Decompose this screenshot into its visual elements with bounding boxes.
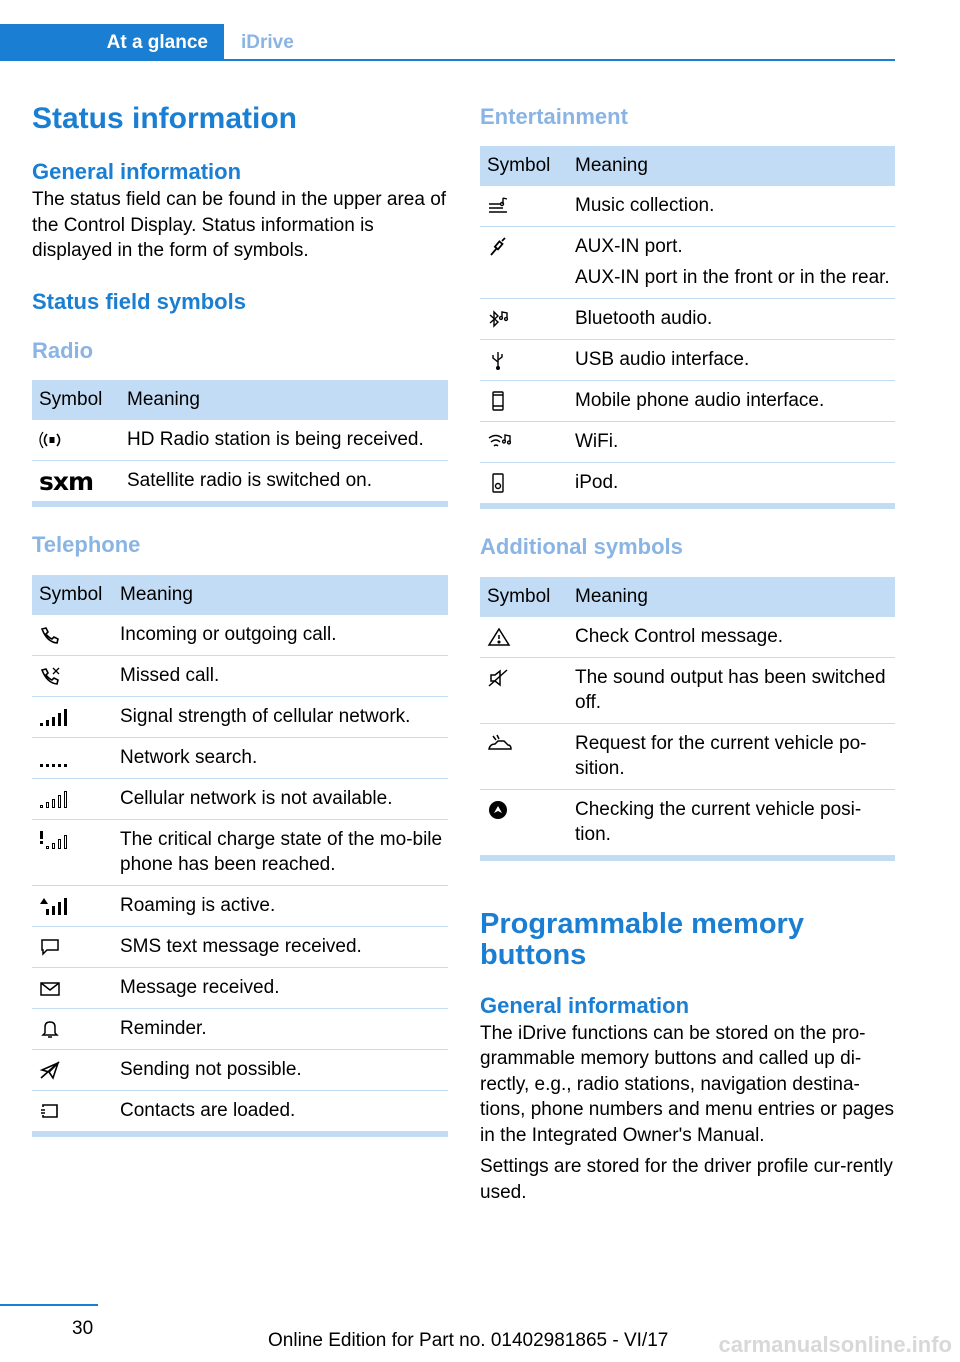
table-row <box>480 617 895 658</box>
symbol-cell <box>32 778 113 819</box>
table-row <box>32 819 448 885</box>
table-row <box>32 1090 448 1131</box>
table-end-rule <box>32 1132 448 1137</box>
radio-table <box>32 380 448 502</box>
column-header-meaning: Meaning <box>113 575 448 615</box>
table-row <box>32 696 448 737</box>
roaming-icon <box>39 896 69 916</box>
low-battery-icon <box>39 830 69 850</box>
symbol-cell <box>480 340 568 381</box>
meaning-cell: Check Control message. <box>568 617 895 658</box>
warning-icon <box>487 627 511 647</box>
no-network-icon <box>39 789 69 809</box>
table-row <box>32 615 448 656</box>
symbol-cell <box>32 1008 113 1049</box>
general-info-heading: General information <box>32 159 242 184</box>
table-header-row <box>480 577 895 617</box>
table-row <box>32 737 448 778</box>
sound-off-icon <box>487 668 511 688</box>
meaning-cell: Bluetooth audio. <box>568 299 895 340</box>
symbol-cell <box>480 463 568 504</box>
radio-heading: Radio <box>32 338 94 364</box>
meaning-cell: iPod. <box>568 463 895 504</box>
table-row <box>480 657 895 723</box>
vehicle-position-request-icon <box>487 734 513 754</box>
symbol-cell <box>32 461 120 502</box>
table-row <box>480 381 895 422</box>
symbol-cell <box>32 1049 113 1090</box>
additional-symbols-heading: Additional symbols <box>480 534 683 560</box>
wifi-icon <box>487 432 513 452</box>
ipod-icon <box>487 473 509 493</box>
meaning-cell: Network search. <box>113 737 448 778</box>
hd-radio-icon <box>39 430 65 450</box>
svg-text:sxm: sxm <box>39 471 94 494</box>
contacts-loaded-icon <box>39 1101 61 1121</box>
meaning-cell: Signal strength of cellular network. <box>113 696 448 737</box>
column-header-symbol: Symbol <box>480 146 568 186</box>
table-row <box>480 299 895 340</box>
sxm-logo <box>39 471 111 493</box>
meaning-cell: Mobile phone audio interface. <box>568 381 895 422</box>
symbol-cell <box>480 617 568 658</box>
table-row <box>480 422 895 463</box>
symbol-cell <box>32 655 113 696</box>
meaning-cell: Reminder. <box>113 1008 448 1049</box>
meaning-cell: The sound output has been switched off. <box>568 657 895 723</box>
symbol-cell <box>480 657 568 723</box>
telephone-table <box>32 575 448 1132</box>
page-number: 30 <box>72 1318 94 1339</box>
symbol-cell <box>32 926 113 967</box>
table-row <box>32 885 448 926</box>
column-header-meaning: Meaning <box>568 577 895 617</box>
meaning-cell: USB audio interface. <box>568 340 895 381</box>
meaning-cell: Checking the current vehicle posi-tion. <box>568 789 895 855</box>
footer-rule <box>0 1304 98 1306</box>
symbol-cell <box>480 789 568 855</box>
aux-meaning: AUX-IN port. <box>575 236 683 258</box>
column-header-symbol: Symbol <box>480 577 568 617</box>
memory-text-1: The iDrive functions can be stored on the pro-grammable memory buttons and called up di-rectly, e.g., radio stations, navigation destina-tions, phone numbers and menu entries or pages in the Integrated Owner's Manual. <box>480 1022 895 1146</box>
meaning-cell: SMS text message received. <box>113 926 448 967</box>
bell-icon <box>39 1019 61 1039</box>
aux-meaning-detail: AUX-IN port in the front or in the rear. <box>575 267 890 289</box>
left-column <box>32 104 448 1137</box>
column-header-symbol: Symbol <box>32 380 120 420</box>
meaning-cell: Roaming is active. <box>113 885 448 926</box>
table-row <box>32 1049 448 1090</box>
entertainment-heading: Entertainment <box>480 104 628 129</box>
tab-at-a-glance-label: At a glance <box>106 32 208 53</box>
sms-icon <box>39 937 61 957</box>
table-row <box>32 1008 448 1049</box>
table-end-rule <box>32 502 448 507</box>
meaning-cell: Request for the current vehicle po-sition. <box>568 723 895 789</box>
symbol-cell <box>32 420 120 461</box>
memory-buttons-title <box>480 909 895 971</box>
table-row <box>480 723 895 789</box>
meaning-cell: The critical charge state of the mo-bile phone has been reached. <box>113 819 448 885</box>
tab-at-a-glance[interactable] <box>0 24 224 61</box>
meaning-cell: Missed call. <box>113 655 448 696</box>
meaning-cell: Satellite radio is switched on. <box>120 461 448 502</box>
music-collection-icon <box>487 196 511 216</box>
table-row <box>32 655 448 696</box>
envelope-icon <box>39 978 61 998</box>
aux-in-icon <box>487 237 509 257</box>
memory-buttons-title-line1: Programmable memory <box>480 907 804 940</box>
sending-not-possible-icon <box>39 1060 61 1080</box>
bluetooth-audio-icon <box>487 309 511 329</box>
table-row <box>480 340 895 381</box>
entertainment-table <box>480 146 895 504</box>
symbol-cell <box>480 186 568 227</box>
column-header-symbol: Symbol <box>32 575 113 615</box>
symbol-cell <box>480 227 568 299</box>
symbol-cell <box>32 967 113 1008</box>
table-row <box>32 967 448 1008</box>
table-header-row <box>480 146 895 186</box>
usb-icon <box>487 350 509 370</box>
telephone-heading: Telephone <box>32 532 141 558</box>
missed-call-icon <box>39 666 61 686</box>
meaning-cell: Cellular network is not available. <box>113 778 448 819</box>
symbol-cell <box>32 696 113 737</box>
meaning-cell: Message received. <box>113 967 448 1008</box>
meaning-cell: HD Radio station is being received. <box>120 420 448 461</box>
meaning-cell: WiFi. <box>568 422 895 463</box>
table-end-rule <box>480 856 895 861</box>
table-row <box>32 778 448 819</box>
table-row <box>32 926 448 967</box>
phone-call-icon <box>39 625 61 645</box>
meaning-cell: Music collection. <box>568 186 895 227</box>
symbol-cell <box>32 885 113 926</box>
meaning-cell: Incoming or outgoing call. <box>113 615 448 656</box>
network-search-icon <box>39 748 69 768</box>
right-column <box>480 104 895 1205</box>
table-row <box>480 186 895 227</box>
page-title: Status information <box>32 102 298 135</box>
table-header-row <box>32 380 448 420</box>
table-row <box>480 463 895 504</box>
memory-buttons-title-line2: buttons <box>480 938 587 971</box>
table-row <box>32 461 448 502</box>
meaning-cell: Sending not possible. <box>113 1049 448 1090</box>
meaning-cell <box>568 227 895 299</box>
status-symbols-heading: Status field symbols <box>32 288 246 314</box>
tab-idrive[interactable]: iDrive <box>241 32 294 53</box>
column-header-meaning: Meaning <box>120 380 448 420</box>
mobile-phone-icon <box>487 391 509 411</box>
vehicle-position-check-icon <box>487 800 511 820</box>
symbol-cell <box>480 422 568 463</box>
table-end-rule <box>480 504 895 509</box>
signal-strength-icon <box>39 707 69 727</box>
symbol-cell <box>32 1090 113 1131</box>
symbol-cell <box>480 299 568 340</box>
memory-text-2: Settings are stored for the driver profile cur-rently used. <box>480 1156 893 1203</box>
table-row <box>480 789 895 855</box>
table-row <box>480 227 895 299</box>
watermark: carmanualsonline.info <box>718 1332 952 1357</box>
table-header-row <box>32 575 448 615</box>
symbol-cell <box>32 615 113 656</box>
edition-note: Online Edition for Part no. 01402981865 - VI/17 <box>268 1330 669 1351</box>
symbol-cell <box>480 381 568 422</box>
symbol-cell <box>480 723 568 789</box>
column-header-meaning: Meaning <box>568 146 895 186</box>
memory-general-heading: General information <box>480 992 690 1018</box>
meaning-cell: Contacts are loaded. <box>113 1090 448 1131</box>
general-info-text: The status field can be found in the upper area of the Control Display. Status information is displayed in the form of symbols. <box>32 189 447 262</box>
table-row <box>32 420 448 461</box>
additional-symbols-table <box>480 577 895 856</box>
symbol-cell <box>32 737 113 778</box>
symbol-cell <box>32 819 113 885</box>
